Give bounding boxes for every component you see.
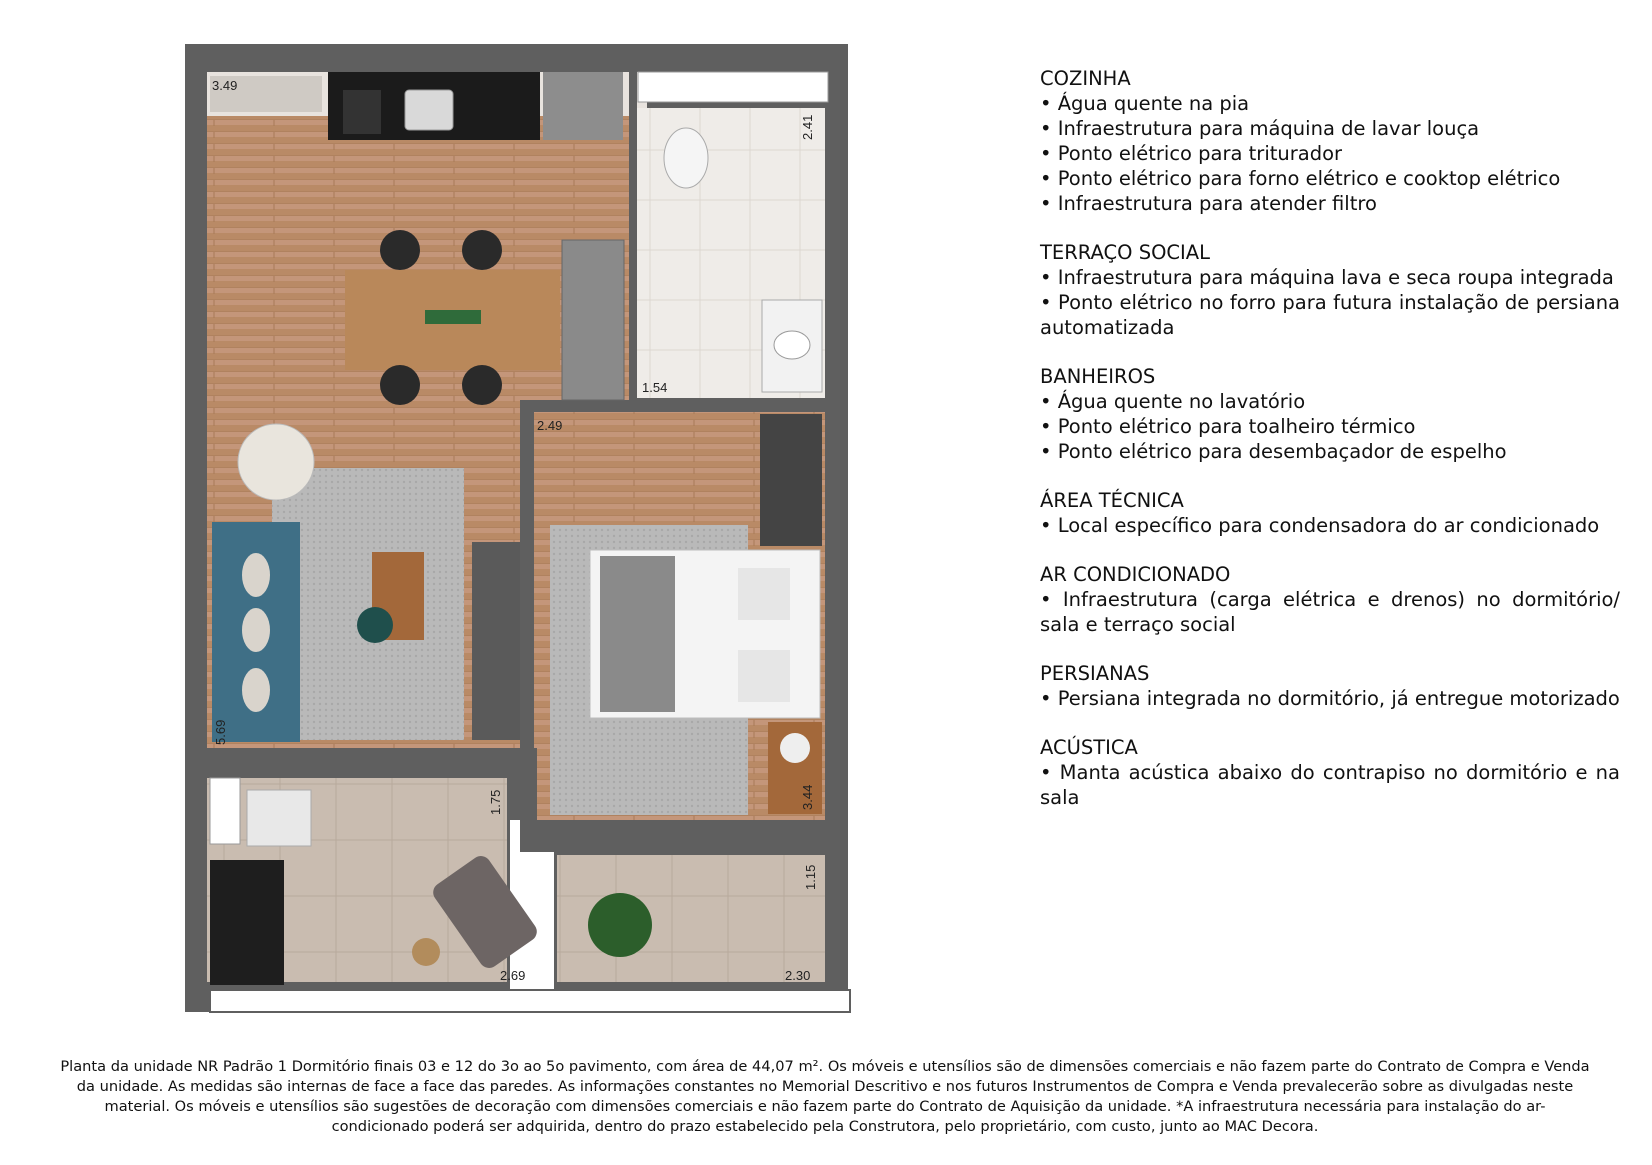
spec-item: • Ponto elétrico no forro para futura instalação de persiana automatizada <box>1040 291 1620 339</box>
spec-item: • Ponto elétrico para triturador <box>1040 142 1343 165</box>
spec-item: • Água quente na pia <box>1040 92 1250 115</box>
spec-section-title: ÁREA TÉCNICA <box>1040 489 1184 512</box>
living-rug <box>272 468 464 740</box>
spec-item: • Persiana integrada no dormitório, já entregue motorizado <box>1040 687 1620 710</box>
plant <box>588 893 652 957</box>
dimension-label: 1.54 <box>642 380 668 395</box>
spec-item: • Infraestrutura para máquina de lavar louça <box>1040 117 1480 140</box>
dimension-label: 2.49 <box>537 418 563 433</box>
spec-section <box>1040 66 1620 216</box>
spec-item: • Ponto elétrico para desembaçador de espelho <box>1040 440 1507 463</box>
spec-item: • Local específico para condensadora do ar condicionado <box>1040 514 1600 537</box>
dimension-label: 1.75 <box>488 789 503 815</box>
spec-section <box>1040 364 1620 464</box>
spec-item: • Ponto elétrico para toalheiro térmico <box>1040 415 1416 438</box>
spec-item: • Infraestrutura para máquina lava e seca roupa integrada <box>1040 266 1614 289</box>
armchair <box>238 424 314 500</box>
spec-section-title: COZINHA <box>1040 67 1131 90</box>
spec-section <box>1040 661 1620 711</box>
spec-item: • Ponto elétrico para forno elétrico e cooktop elétrico <box>1040 167 1561 190</box>
spec-section <box>1040 488 1620 538</box>
spec-section-title: TERRAÇO SOCIAL <box>1040 241 1210 264</box>
dimension-label: 1.15 <box>803 864 818 890</box>
dimension-label: 2.69 <box>500 968 526 983</box>
plan-caption: Planta da unidade NR Padrão 1 Dormitório finais 03 e 12 do 3o ao 5o pavimento, com área de 44,07 m². Os móveis e utensílios são de dimensões comerciais e não fazem parte do Contrato de Compra e Venda da unidade. As medidas são internas de face a face das paredes. As informações constantes no Memorial Descritivo e nos futuros Instrumentos de Compra e Venda prevalecerão sobre as divulgadas neste material. Os móveis e utensílios são sugestões de decoração com dimensões comerciais e não fazem parte do Contrato de Aquisição da unidade. *A infraestrutura necessária para instalação do ar-condicionado poderá ser adquirida, dentro do prazo estabelecido pela Construtora, pelo proprietário, com custo, junto ao MAC Decora. <box>60 1058 1590 1135</box>
spec-section-title: ACÚSTICA <box>1040 736 1138 759</box>
spec-item: • Manta acústica abaixo do contrapiso no dormitório e na sala <box>1040 761 1620 809</box>
tv-panel <box>472 542 520 740</box>
specs-list <box>1040 66 1620 834</box>
spec-item: • Água quente no lavatório <box>1040 390 1306 413</box>
spec-section <box>1040 735 1620 810</box>
spec-section-title: BANHEIROS <box>1040 365 1156 388</box>
dimension-label: 2.41 <box>800 114 815 140</box>
dimension-label: 3.49 <box>212 78 238 93</box>
laundry-machine <box>247 790 311 846</box>
toilet <box>664 128 708 188</box>
terrace-counter <box>210 860 284 985</box>
wardrobe <box>760 414 822 546</box>
spec-section <box>1040 240 1620 340</box>
spec-item: • Infraestrutura para atender filtro <box>1040 192 1377 215</box>
dimension-label: 3.44 <box>800 784 815 810</box>
spec-section <box>1040 562 1620 637</box>
dimension-label: 2.30 <box>785 968 811 983</box>
spec-section-title: AR CONDICIONADO <box>1040 563 1231 586</box>
spec-item: • Infraestrutura (carga elétrica e drenos) no dormitório/ sala e terraço social <box>1040 588 1620 636</box>
dimension-label: 5.69 <box>213 719 228 745</box>
spec-section-title: PERSIANAS <box>1040 662 1150 685</box>
